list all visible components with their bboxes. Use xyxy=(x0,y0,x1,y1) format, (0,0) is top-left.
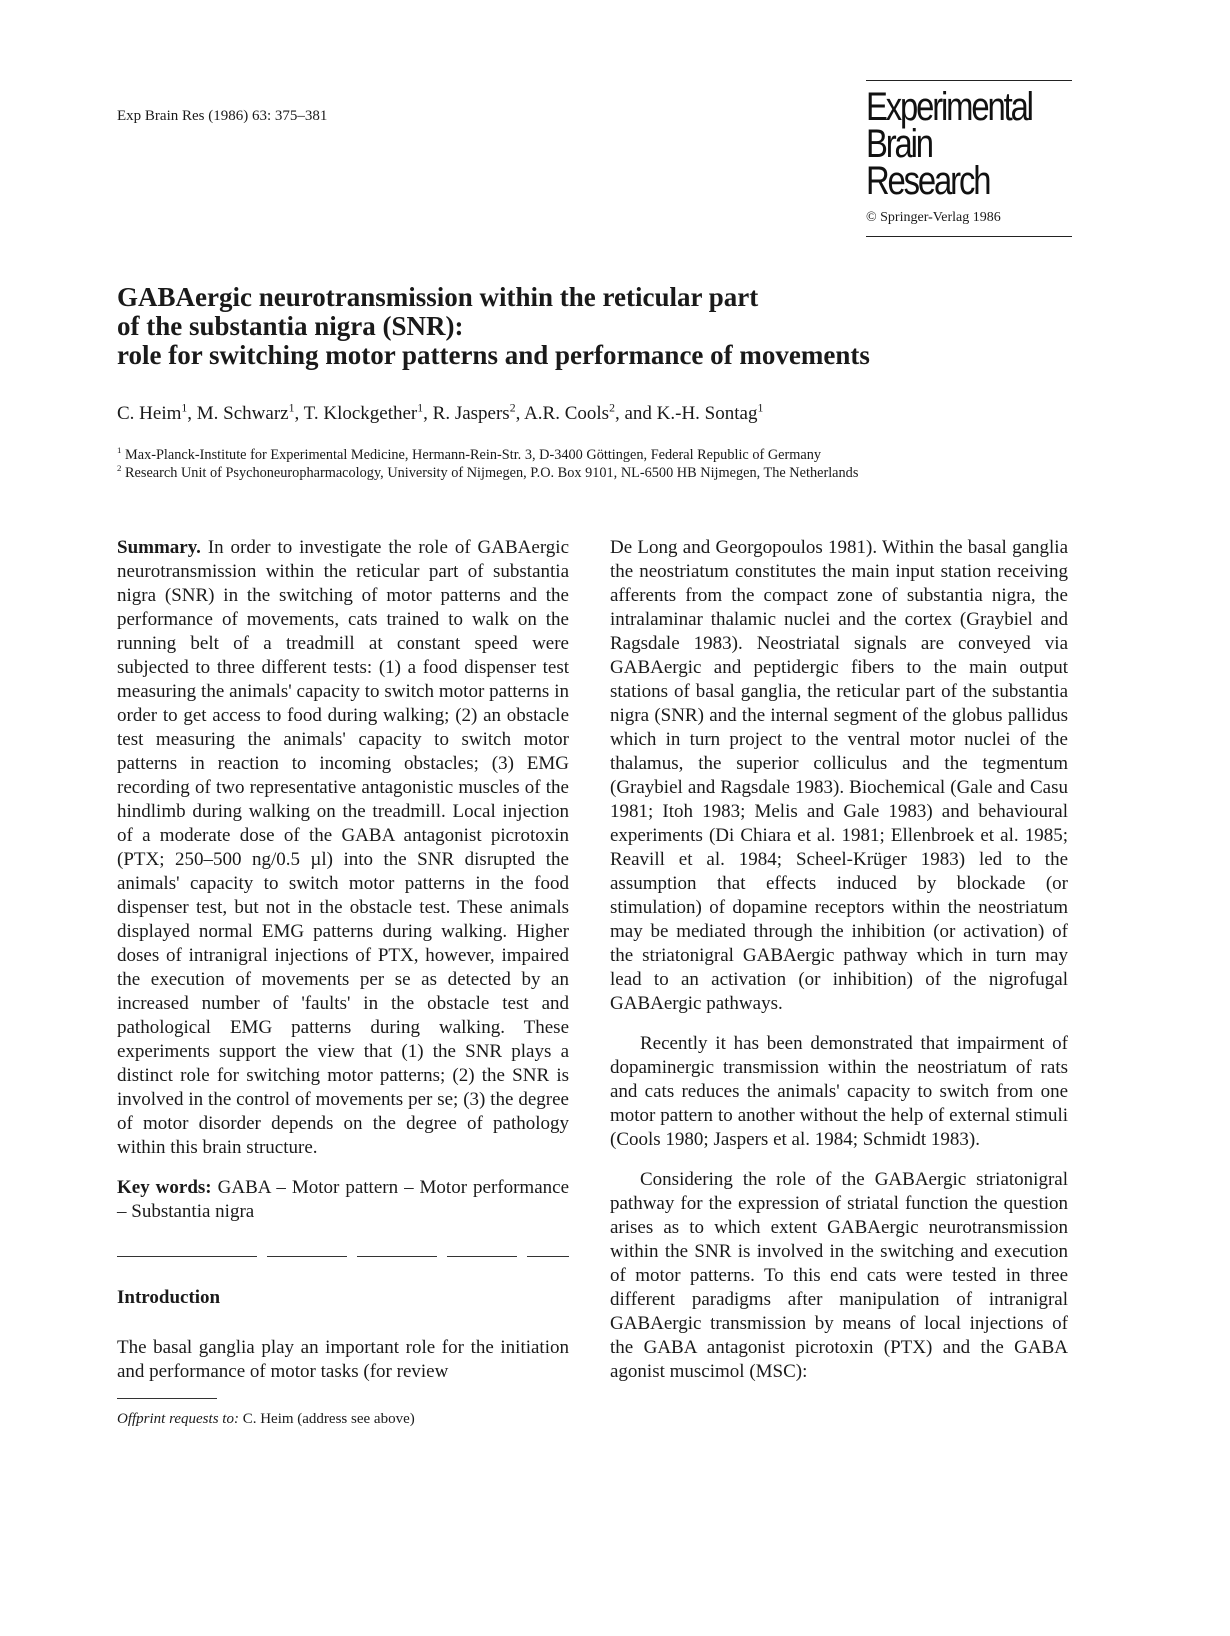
author-separator: , xyxy=(187,403,197,424)
keywords-label: Key words: xyxy=(117,1177,212,1198)
author-name: A.R. Cools xyxy=(524,403,610,424)
introduction-paragraph: The basal ganglia play an important role for the initiation and performance of motor tasks (for review xyxy=(117,1337,569,1382)
footnote-label: Offprint requests to: xyxy=(117,1411,239,1427)
affiliation-list xyxy=(117,446,858,482)
article-title xyxy=(117,283,1097,370)
body-paragraph: De Long and Georgopoulos 1981). Within the basal ganglia the neostriatum constitutes the main input station receiving afferents from the compact zone of substantia nigra, the intralaminar thalamic nuclei and the cortex (Graybiel and Ragsdale 1983). Neostriatal signals are conveyed via GABAergic and peptidergic fibers to the main output stations of basal ganglia, the reticular part of the substantia nigra (SNR) and the internal segment of the globus pallidus which in turn project to the ventral motor nuclei of the thalamus, the superior colliculus and the tegmentum (Graybiel and Ragsdale 1983). Biochemical (Gale and Casu 1981; Itoh 1983; Melis and Gale 1983) and behavioural experiments (Di Chiara et al. 1981; Ellenbroek et al. 1985; Reavill et al. 1984; Scheel-Krüger 1983) led to the assumption that effects induced by blockade (or stimulation) of dopamine receptors within the neostriatum may be mediated through the inhibition (or activation) of the striatonigral GABAergic pathway which in turn may lead to an activation (or inhibition) of the nigrofugal GABAergic pathways. xyxy=(610,537,1068,1014)
author-name: K.-H. Sontag xyxy=(656,403,758,424)
journal-logo xyxy=(866,85,1035,203)
author-affiliation-mark: 1 xyxy=(417,401,424,415)
title-line: of the substantia nigra (SNR): xyxy=(117,311,464,341)
copyright-notice: © Springer-Verlag 1986 xyxy=(866,210,1001,225)
offprint-footnote xyxy=(117,1407,569,1431)
author-affiliation-mark: 1 xyxy=(181,401,188,415)
author-name: M. Schwarz xyxy=(196,403,289,424)
introduction-heading: Introduction xyxy=(117,1287,221,1308)
footnote-rule xyxy=(117,1398,217,1399)
summary-label: Summary. xyxy=(117,537,201,558)
masthead-bottom-rule xyxy=(866,236,1072,237)
affiliation-text: Max-Planck-Institute for Experimental Medicine, Hermann-Rein-Str. 3, D-3400 Göttingen, Federal Republic of Germany xyxy=(125,447,822,463)
author-affiliation-mark: 2 xyxy=(609,401,615,415)
summary-paragraph xyxy=(117,536,569,1160)
keywords-text: GABA – Motor pattern – Motor performance – Substantia nigra xyxy=(117,1177,570,1222)
journal-masthead xyxy=(866,80,1072,237)
author-name: R. Jaspers xyxy=(432,403,510,424)
body-paragraph: Recently it has been demonstrated that impairment of dopaminergic transmission within the neostriatum of rats and cats reduces the animals' capacity to switch from one motor pattern to another without the help of external stimuli (Cools 1980; Jaspers et al. 1984; Schmidt 1983). xyxy=(610,1033,1068,1150)
left-column xyxy=(117,536,569,1431)
affiliation xyxy=(117,446,858,464)
right-column xyxy=(610,536,1068,1384)
author-list xyxy=(117,403,763,425)
title-line: GABAergic neurotransmission within the reticular part xyxy=(117,282,759,312)
author-separator: , and xyxy=(614,403,657,424)
author-affiliation-mark: 1 xyxy=(288,401,295,415)
affiliation xyxy=(117,464,858,482)
author-name: T. Klockgether xyxy=(303,403,418,424)
keywords-paragraph xyxy=(117,1176,569,1224)
body-paragraph: Considering the role of the GABAergic striatonigral pathway for the expression of striatal function the question arises as to which extent GABAergic neurotransmission within the SNR is involved in the switching and execution of motor patterns. To this end cats were tested in three different paradigms after manipulation of intranigral GABAergic transmission by means of local injections of the GABA antagonist picrotoxin (PTX) and the GABA agonist muscimol (MSC): xyxy=(610,1169,1068,1382)
summary-text: In order to investigate the role of GABAergic neurotransmission within the reticular part of substantia nigra (SNR) in the switching of motor patterns and the performance of movements, cats trained to walk on the running belt of a treadmill at constant speed were subjected to three different tests: (1) a food dispenser test measuring the animals' capacity to switch motor patterns in order to get access to food during walking; (2) an obstacle test measuring the animals' capacity to switch motor patterns in reaction to incoming obstacles; (3) EMG recording of two representative antagonistic muscles of the hindlimb during walking on the treadmill. Local injection of a moderate dose of the GABA antagonist picrotoxin (PTX; 250–500 ng/0.5 µl) into the SNR disrupted the animals' capacity to switch motor patterns in the food dispenser test, but not in the obstacle test. These animals displayed normal EMG patterns during walking. Higher doses of intranigral injections of PTX, however, impaired the execution of movements per se as detected by an increased number of 'faults' in the obstacle test and pathological EMG patterns during walking. These experiments support the view that (1) the SNR plays a distinct role for switching motor patterns; (2) the SNR is involved in the control of movements per se; (3) the degree of motor disorder depends on the degree of pathology within this brain structure. xyxy=(117,537,570,1158)
journal-logo-line1: Experimental xyxy=(866,85,1032,129)
author-affiliation-mark: 2 xyxy=(509,401,516,415)
journal-citation: Exp Brain Res (1986) 63: 375–381 xyxy=(117,108,328,124)
affiliation-text: Research Unit of Psychoneuropharmacology, University of Nijmegen, P.O. Box 9101, NL-6500 HB Nijmegen, The Netherlands xyxy=(125,465,859,481)
author-affiliation-mark: 1 xyxy=(757,401,764,415)
masthead-top-rule xyxy=(866,80,1072,81)
author-separator: , xyxy=(294,403,304,424)
author-separator: , xyxy=(423,403,433,424)
affiliation-number: 1 xyxy=(117,445,122,456)
author-separator: , xyxy=(515,403,525,424)
journal-logo-line2: Brain Research xyxy=(866,122,990,203)
author-name: C. Heim xyxy=(117,403,182,424)
affiliation-number: 2 xyxy=(117,463,122,474)
section-divider xyxy=(117,1250,569,1264)
footnote-text: C. Heim (address see above) xyxy=(242,1411,415,1427)
title-line: role for switching motor patterns and performance of movements xyxy=(117,340,870,370)
